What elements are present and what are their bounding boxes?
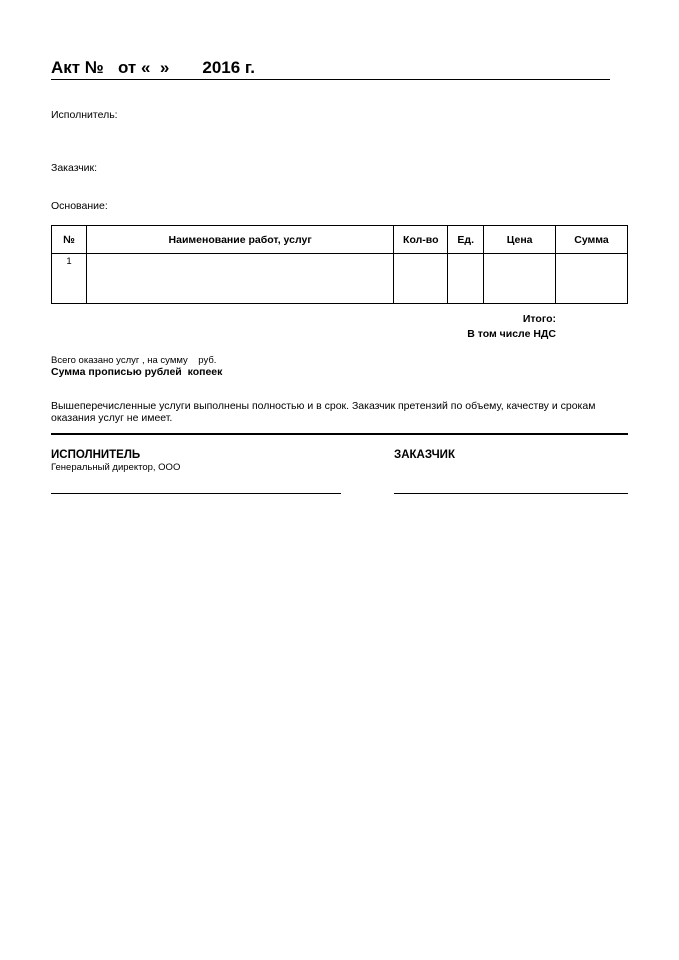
executor-heading: ИСПОЛНИТЕЛЬ (51, 449, 141, 461)
basis-label: Основание: (51, 200, 108, 212)
cell-number: 1 (52, 254, 87, 304)
customer-heading: ЗАКАЗЧИК (394, 449, 455, 461)
executor-position: Генеральный директор, ООО (51, 462, 181, 473)
table-row (52, 254, 628, 304)
services-table (51, 225, 628, 304)
col-header-name: Наименование работ, услуг (86, 226, 393, 254)
acceptance-statement: Вышеперечисленные услуги выполнены полностью и в срок. Заказчик претензий по объему, качеству и срокам оказания услуг не имеет. (51, 400, 596, 424)
cell-name (86, 254, 393, 304)
vat-label: В том числе НДС (467, 328, 556, 340)
cell-quantity (394, 254, 448, 304)
executor-label: Исполнитель: (51, 109, 118, 121)
title-underline (51, 79, 610, 80)
col-header-number: № (52, 226, 87, 254)
cell-sum (556, 254, 628, 304)
customer-signature-line (394, 493, 628, 494)
col-header-quantity: Кол-во (394, 226, 448, 254)
col-header-unit: Ед. (448, 226, 484, 254)
cell-unit (448, 254, 484, 304)
total-label: Итого: (522, 313, 556, 325)
document-title: Акт № от « » 2016 г. (51, 58, 256, 77)
executor-signature-line (51, 493, 341, 494)
col-header-price: Цена (484, 226, 556, 254)
services-summary: Всего оказано услуг , на сумму руб. (51, 355, 217, 366)
section-separator (51, 433, 628, 435)
customer-label: Заказчик: (51, 162, 98, 174)
col-header-sum: Сумма (556, 226, 628, 254)
cell-price (484, 254, 556, 304)
table-header-row (52, 226, 628, 254)
amount-in-words: Сумма прописью рублей копеек (51, 366, 223, 378)
